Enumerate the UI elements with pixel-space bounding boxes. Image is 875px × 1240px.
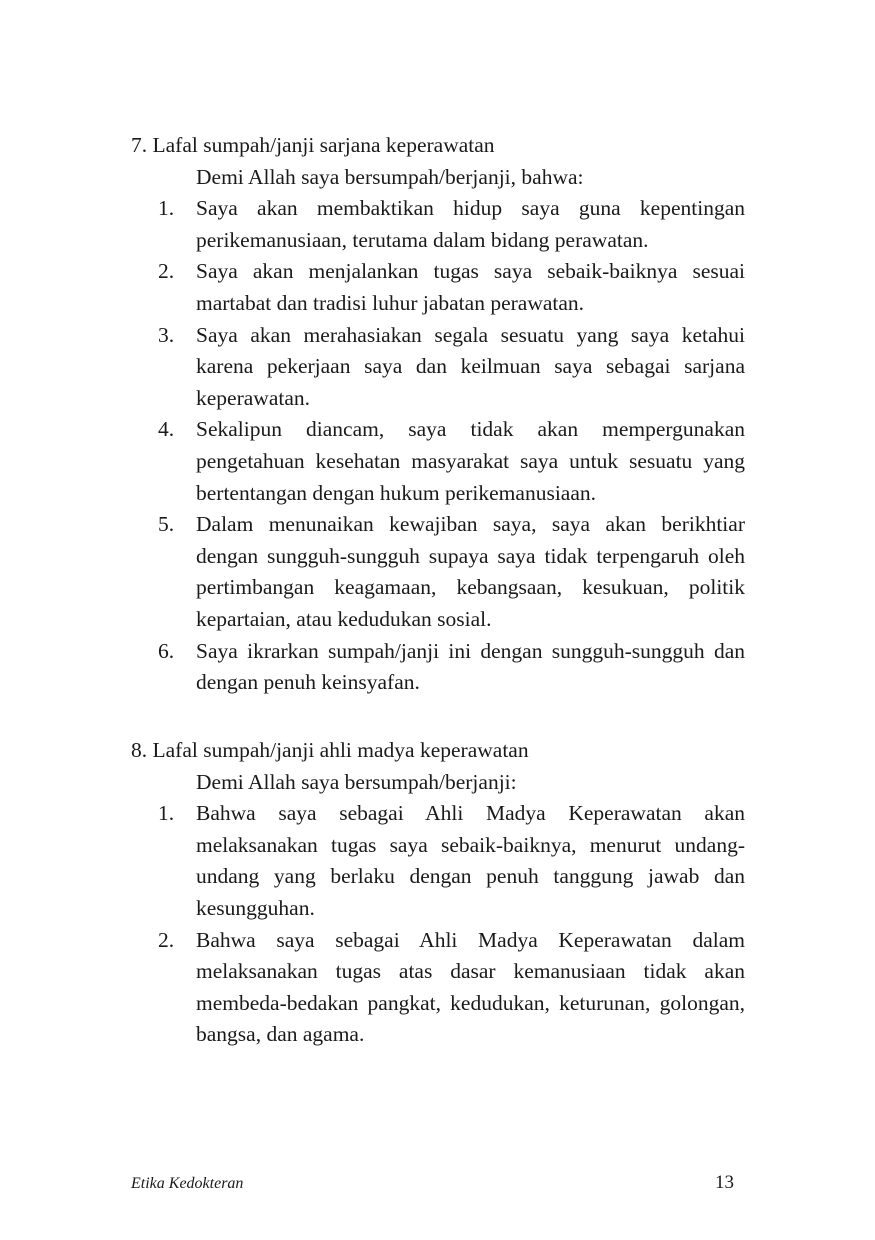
- list-item: [131, 636, 745, 699]
- list-item-text: Saya akan merahasiakan segala sesuatu yang saya ketahui karena pekerjaan saya dan keilmuan saya sebagai sarjana keperawatan.: [196, 322, 745, 410]
- list-item-number: 2.: [158, 927, 175, 952]
- list-item-number: 5.: [158, 512, 175, 537]
- list-item-text: Dalam menunaikan kewajiban saya, saya akan berikhtiar dengan sungguh-sungguh supaya saya tidak terpengaruh oleh pertimbangan keagamaan, kebangsaan, kesukuan, politik kepartaian, atau kedudukan sosial.: [196, 512, 745, 631]
- section-intro: Demi Allah saya bersumpah/berjanji:: [196, 769, 517, 794]
- footer-book-title: Etika Kedokteran: [131, 1175, 244, 1192]
- oath-list: [131, 193, 745, 699]
- list-item: [131, 509, 745, 635]
- list-item: [131, 414, 745, 509]
- list-item-number: 2.: [158, 259, 175, 284]
- list-item-text: Bahwa saya sebagai Ahli Madya Keperawatan akan melaksanakan tugas saya sebaik-baiknya, menurut undang-undang yang berlaku dengan penuh tanggung jawab dan kesungguhan.: [196, 801, 745, 920]
- list-item-number: 6.: [158, 638, 175, 663]
- oath-section-nursing-bachelor: [131, 130, 745, 699]
- section-intro: Demi Allah saya bersumpah/berjanji, bahwa:: [196, 164, 584, 189]
- list-item-number: 3.: [158, 322, 175, 347]
- list-item: [131, 320, 745, 415]
- list-item-text: Saya ikrarkan sumpah/janji ini dengan sungguh-sungguh dan dengan penuh keinsyafan.: [196, 638, 745, 695]
- list-item-text: Sekalipun diancam, saya tidak akan mempergunakan pengetahuan kesehatan masyarakat saya untuk sesuatu yang bertentangan dengan hukum perikemanusiaan.: [196, 417, 745, 505]
- list-item-text: Saya akan membaktikan hidup saya guna kepentingan perikemanusiaan, terutama dalam bidang perawatan.: [196, 196, 745, 252]
- list-item-number: 1.: [158, 801, 175, 826]
- list-item: [131, 193, 745, 256]
- list-item-text: Bahwa saya sebagai Ahli Madya Keperawatan dalam melaksanakan tugas atas dasar kemanusiaan tidak akan membeda-bedakan pangkat, kedudukan, keturunan, golongan, bangsa, dan agama.: [196, 927, 745, 1047]
- oath-list: [131, 798, 745, 1051]
- section-title: 7. Lafal sumpah/janji sarjana keperawatan: [131, 133, 495, 157]
- list-item-number: 1.: [158, 196, 175, 221]
- page-number: 13: [715, 1172, 734, 1193]
- list-item-number: 4.: [158, 417, 175, 442]
- list-item: [131, 798, 745, 924]
- list-item-text: Saya akan menjalankan tugas saya sebaik-baiknya sesuai martabat dan tradisi luhur jabatan perawatan.: [196, 259, 745, 315]
- list-item: [131, 256, 745, 319]
- list-item: [131, 925, 745, 1051]
- oath-section-nursing-associate: [131, 735, 745, 1051]
- section-title: 8. Lafal sumpah/janji ahli madya keperawatan: [131, 738, 529, 762]
